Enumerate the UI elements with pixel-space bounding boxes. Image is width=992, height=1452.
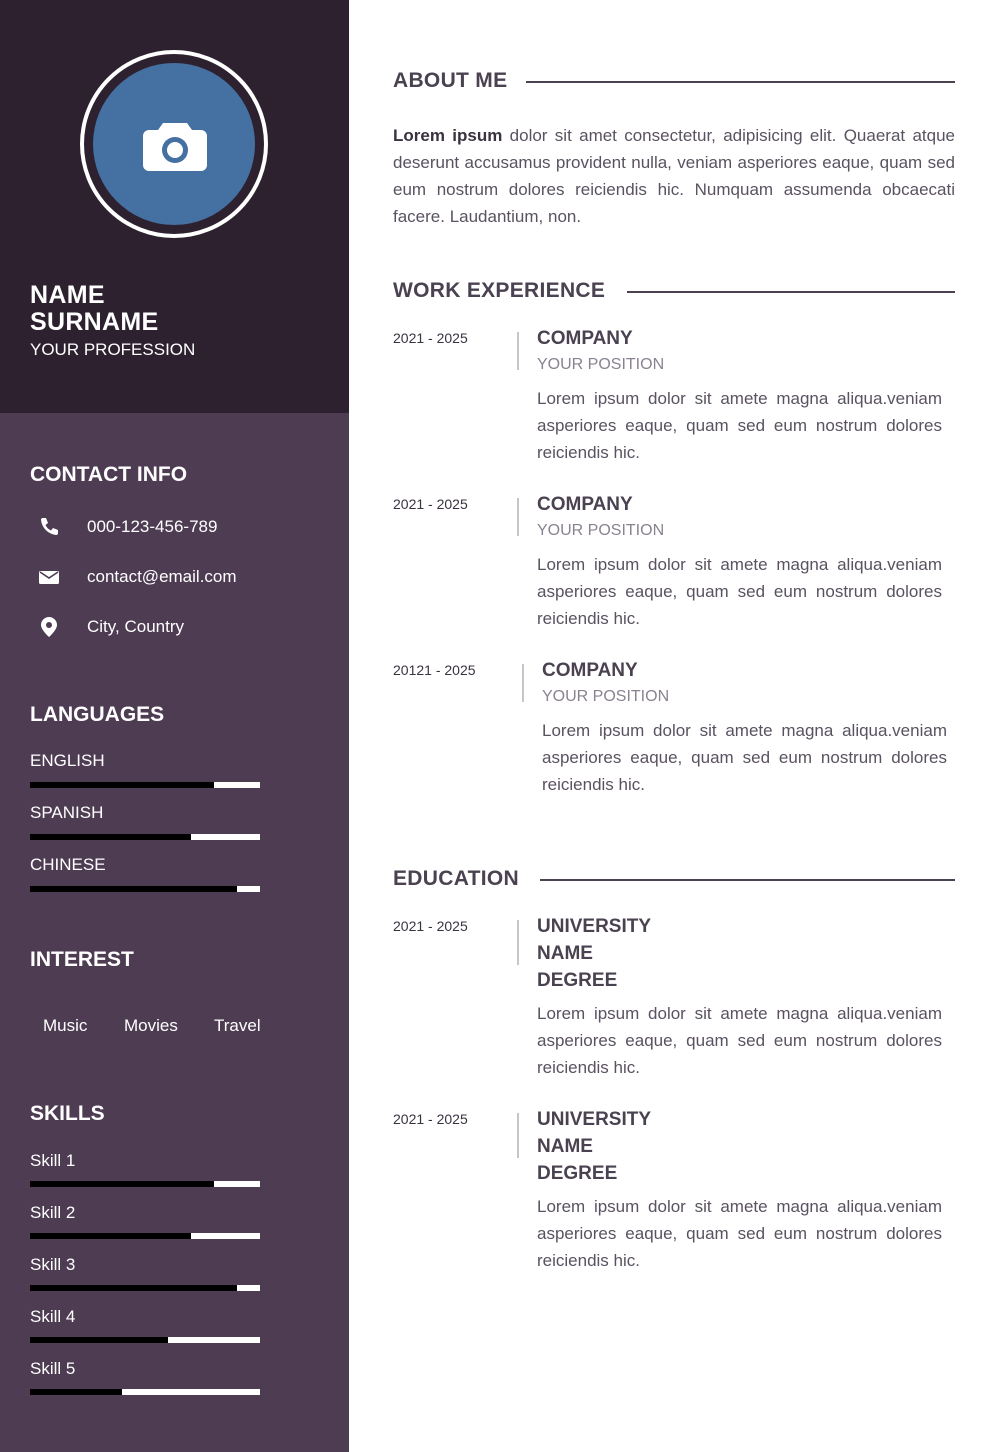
- work-divider: [627, 291, 955, 293]
- skill-bar-5: [30, 1389, 260, 1395]
- education-line-1: UNIVERSITY: [537, 916, 652, 937]
- email-address: contact@email.com: [87, 567, 237, 586]
- timeline-line: [517, 920, 519, 965]
- skill-bar-2: [30, 1233, 260, 1239]
- education-line-3: DEGREE: [537, 1163, 618, 1184]
- contact-location: [38, 616, 184, 638]
- education-line-1: UNIVERSITY: [537, 1109, 652, 1130]
- work-dates: 20121 - 2025: [393, 662, 476, 678]
- language-bar-spanish: [30, 834, 260, 840]
- work-company: COMPANY: [542, 660, 638, 681]
- work-dates: 2021 - 2025: [393, 330, 468, 346]
- skills-heading: SKILLS: [30, 1102, 105, 1125]
- skill-label-5: Skill 5: [30, 1359, 76, 1378]
- work-heading: WORK EXPERIENCE: [393, 279, 606, 302]
- interest-travel: Travel: [214, 1016, 261, 1035]
- education-divider: [540, 879, 955, 881]
- profile-photo-frame[interactable]: [80, 50, 268, 238]
- education-heading: EDUCATION: [393, 867, 519, 890]
- education-dates: 2021 - 2025: [393, 1111, 468, 1127]
- language-bar-fill: [30, 834, 191, 840]
- timeline-line: [517, 332, 519, 370]
- work-description: Lorem ipsum dolor sit amete magna aliqua.veniam asperiores eaque, quam sed eum nostrum dolores reiciendis hic.: [537, 389, 942, 462]
- languages-heading: LANGUAGES: [30, 703, 165, 726]
- language-label-spanish: SPANISH: [30, 803, 104, 822]
- about-divider: [526, 81, 955, 83]
- phone-icon: [38, 516, 60, 538]
- timeline-line: [517, 1113, 519, 1158]
- contact-heading: CONTACT INFO: [30, 463, 188, 486]
- work-company: COMPANY: [537, 328, 633, 349]
- skill-label-4: Skill 4: [30, 1307, 76, 1326]
- education-description: Lorem ipsum dolor sit amete magna aliqua.veniam asperiores eaque, quam sed eum nostrum dolores reiciendis hic.: [537, 1004, 942, 1077]
- first-name: NAME: [30, 281, 105, 309]
- language-label-english: ENGLISH: [30, 751, 105, 770]
- education-school: [537, 1106, 651, 1187]
- camera-icon: [143, 119, 207, 171]
- skill-label-3: Skill 3: [30, 1255, 76, 1274]
- about-body: dolor sit amet consectetur, adipisicing elit. Quaerat atque deserunt accusamus provident nulla, veniam asperiores eaque, quam sed eum nostrum dolores reiciendis hic. Numquam assumenda obcaecati facere. Laudantium, non.: [393, 126, 955, 226]
- language-bar-fill: [30, 782, 214, 788]
- skill-bar-fill: [30, 1337, 168, 1343]
- language-bar-chinese: [30, 886, 260, 892]
- contact-phone[interactable]: [38, 516, 217, 538]
- language-bar-fill: [30, 886, 237, 892]
- timeline-line: [517, 498, 519, 536]
- interest-music: Music: [43, 1016, 88, 1035]
- envelope-icon: [38, 566, 60, 588]
- work-description: Lorem ipsum dolor sit amete magna aliqua.veniam asperiores eaque, quam sed eum nostrum dolores reiciendis hic.: [542, 721, 947, 794]
- skill-bar-fill: [30, 1285, 237, 1291]
- language-label-chinese: CHINESE: [30, 855, 106, 874]
- language-bar-english: [30, 782, 260, 788]
- education-dates: 2021 - 2025: [393, 918, 468, 934]
- profession: YOUR PROFESSION: [30, 340, 196, 359]
- contact-email[interactable]: [38, 566, 237, 588]
- work-company: COMPANY: [537, 494, 633, 515]
- location-text: City, Country: [87, 617, 184, 636]
- about-text: [393, 122, 955, 230]
- education-line-2: NAME: [537, 943, 593, 964]
- skill-bar-4: [30, 1337, 260, 1343]
- work-dates: 2021 - 2025: [393, 496, 468, 512]
- education-line-2: NAME: [537, 1136, 593, 1157]
- phone-number: 000-123-456-789: [87, 517, 218, 536]
- work-position: YOUR POSITION: [542, 688, 670, 705]
- work-position: YOUR POSITION: [537, 356, 665, 373]
- work-description: Lorem ipsum dolor sit amete magna aliqua.veniam asperiores eaque, quam sed eum nostrum dolores reiciendis hic.: [537, 555, 942, 628]
- skill-bar-fill: [30, 1181, 214, 1187]
- skill-bar-1: [30, 1181, 260, 1187]
- surname: SURNAME: [30, 308, 159, 336]
- education-line-3: DEGREE: [537, 970, 618, 991]
- skill-bar-fill: [30, 1233, 191, 1239]
- skill-bar-fill: [30, 1389, 122, 1395]
- about-heading: ABOUT ME: [393, 69, 508, 92]
- interest-movies: Movies: [124, 1016, 178, 1035]
- skill-label-1: Skill 1: [30, 1151, 76, 1170]
- map-pin-icon: [38, 616, 60, 638]
- education-school: [537, 913, 651, 994]
- interest-heading: INTEREST: [30, 948, 134, 971]
- timeline-line: [522, 664, 524, 702]
- work-position: YOUR POSITION: [537, 522, 665, 539]
- skill-label-2: Skill 2: [30, 1203, 76, 1222]
- profile-photo[interactable]: [93, 63, 255, 225]
- full-name: [30, 282, 159, 336]
- about-lead: Lorem ipsum: [393, 126, 503, 145]
- skill-bar-3: [30, 1285, 260, 1291]
- education-description: Lorem ipsum dolor sit amete magna aliqua.veniam asperiores eaque, quam sed eum nostrum dolores reiciendis hic.: [537, 1197, 942, 1270]
